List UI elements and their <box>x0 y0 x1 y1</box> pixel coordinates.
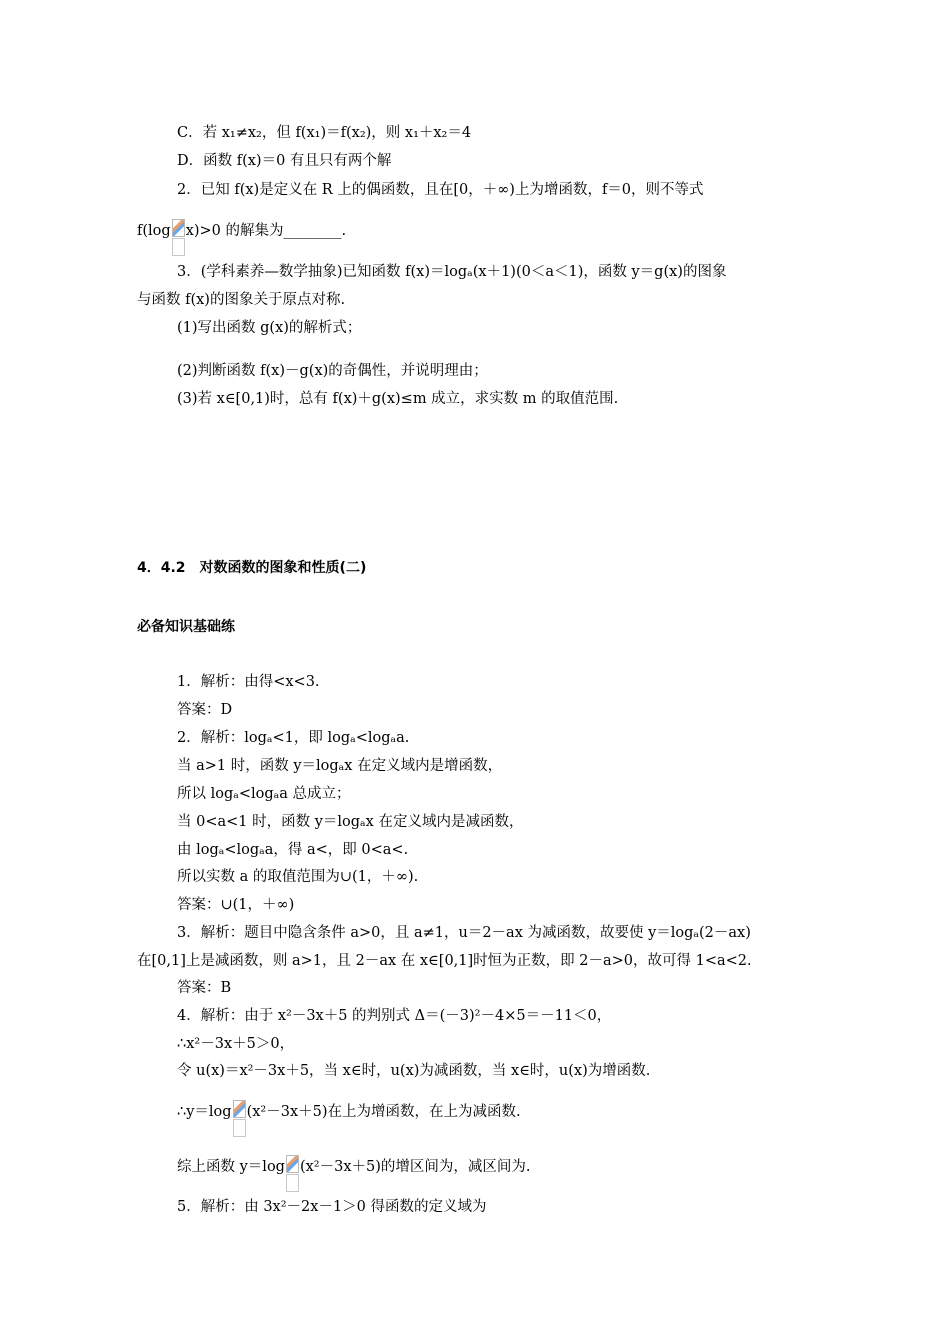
question-3-cont: 与函数 f(x)的图象关于原点对称. <box>137 292 346 308</box>
inequality-suffix: x)>0 的解集为________. <box>185 223 347 239</box>
answer-2-result: 答案：∪(1，＋∞) <box>177 897 295 913</box>
answer-2-analysis: 2．解析：logₐ<1，即 logₐ<logₐa. <box>177 730 410 746</box>
log-suffix: (x²－3x＋5)的增区间为，减区间为. <box>299 1159 531 1175</box>
answer-3-analysis: 3．解析：题目中隐含条件 a>0，且 a≠1，u＝2－ax 为减函数，故要使 y＝logₐ(2－ax) <box>177 925 751 941</box>
log-prefix: ∴y＝log <box>177 1104 232 1120</box>
answer-2-line-6: 所以实数 a 的取值范围为∪(1，＋∞). <box>177 869 419 885</box>
answer-2-line-2: 当 a>1 时，函数 y＝logₐx 在定义域内是增函数， <box>177 758 503 774</box>
answer-2-line-5: 由 logₐ<logₐa，得 a<，即 0<a<. <box>177 842 409 858</box>
question-3: 3．(学科素养—数学抽象)已知函数 f(x)＝logₐ(x＋1)(0＜a＜1)，函数 y＝g(x)的图象 <box>177 264 727 280</box>
answer-2-line-4: 当 0<a<1 时，函数 y＝logₐx 在定义域内是减函数， <box>177 814 524 830</box>
answer-1-analysis: 1．解析：由得<x<3. <box>177 674 320 690</box>
answer-4-line-5 <box>177 1155 531 1193</box>
formula-image-icon <box>172 219 185 257</box>
log-suffix: (x²－3x＋5)在上为增函数，在上为减函数. <box>246 1104 521 1120</box>
option-c: C．若 x₁≠x₂，但 f(x₁)＝f(x₂)，则 x₁＋x₂＝4 <box>177 125 472 141</box>
formula-image-icon <box>233 1100 246 1138</box>
section-title: 4．4.2 对数函数的图象和性质(二) <box>137 560 367 576</box>
inequality-prefix: f(log <box>137 223 171 239</box>
answer-2-line-3: 所以 logₐ<logₐa 总成立； <box>177 786 351 802</box>
answer-4-line-2: ∴x²－3x＋5＞0， <box>177 1036 295 1052</box>
answer-4-analysis: 4．解析：由于 x²－3x＋5 的判别式 Δ＝(－3)²－4×5＝－11＜0， <box>177 1008 612 1024</box>
answer-4-line-3: 令 u(x)＝x²－3x＋5，当 x∈时，u(x)为减函数，当 x∈时，u(x)为增函数. <box>177 1063 651 1079</box>
question-3-part-2: (2)判断函数 f(x)－g(x)的奇偶性，并说明理由； <box>177 363 488 379</box>
answer-4-line-4 <box>177 1100 521 1138</box>
question-2-inequality <box>137 219 346 257</box>
question-3-part-3: (3)若 x∈[0,1)时，总有 f(x)＋g(x)≤m 成立，求实数 m 的取值范围. <box>177 391 619 407</box>
question-2: 2．已知 f(x)是定义在 R 上的偶函数，且在[0，＋∞)上为增函数，f＝0，则不等式 <box>177 182 704 198</box>
answer-3-result: 答案：B <box>177 980 232 996</box>
log-prefix: 综上函数 y＝log <box>177 1159 285 1175</box>
answer-5-analysis: 5．解析：由 3x²－2x－1＞0 得函数的定义域为 <box>177 1199 487 1215</box>
subsection-title: 必备知识基础练 <box>137 619 235 635</box>
answer-3-cont: 在[0,1]上是减函数，则 a>1，且 2－ax 在 x∈[0,1]时恒为正数，即 2－a>0，故可得 1<a<2. <box>137 953 752 969</box>
formula-image-icon <box>286 1155 299 1193</box>
answer-1-result: 答案：D <box>177 702 233 718</box>
option-d: D．函数 f(x)＝0 有且只有两个解 <box>177 153 392 169</box>
question-3-part-1: (1)写出函数 g(x)的解析式； <box>177 320 362 336</box>
